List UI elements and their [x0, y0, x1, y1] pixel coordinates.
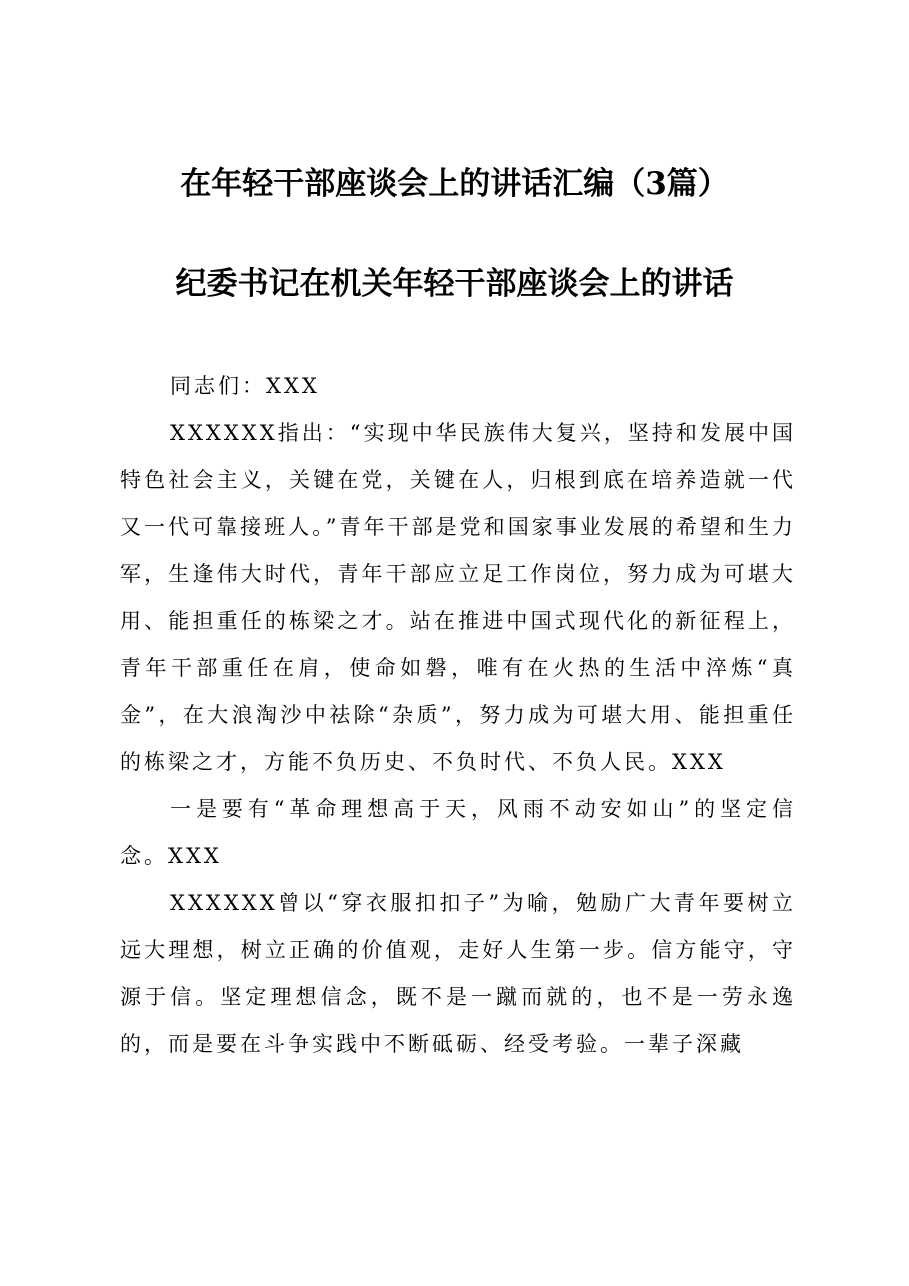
paragraph: XXXXXX曾以“穿衣服扣扣子”为喻，勉励广大青年要树立远大理想，树立正确的价值观，走好人生第一步。信方能守，守源于信。坚定理想信念，既不是一蹴而就的，也不是一劳永逸的，而是要在斗争实践中不断砥砺、经受考验。一辈子深藏 [120, 891, 796, 1056]
paragraph: XXXXXX指出：“实现中华民族伟大复兴，坚持和发展中国特色社会主义，关键在党，关键在人，归根到底在培养造就一代又一代可靠接班人。”青年干部是党和国家事业发展的希望和生力军，生逢伟大时代，青年干部应立足工作岗位，努力成为可堪大用、能担重任的栋梁之才。站在推进中国式现代化的新征程上，青年干部重任在肩，使命如磐，唯有在火热的生活中淬炼“真金”，在大浪淘沙中祛除“杂质”，努力成为可堪大用、能担重任的栋梁之才，方能不负历史、不负时代、不负人民。XXX [120, 421, 796, 774]
paragraph-heading-one: 一是要有“革命理想高于天，风雨不动安如山”的坚定信念。XXX [120, 797, 796, 868]
document-body [120, 363, 796, 1068]
document-subtitle: 纪委书记在机关年轻干部座谈会上的讲话 [175, 266, 734, 302]
document-title: 在年轻干部座谈会上的讲话汇编（3篇） [180, 166, 729, 202]
paragraph-salutation: 同志们：XXX [170, 374, 320, 398]
